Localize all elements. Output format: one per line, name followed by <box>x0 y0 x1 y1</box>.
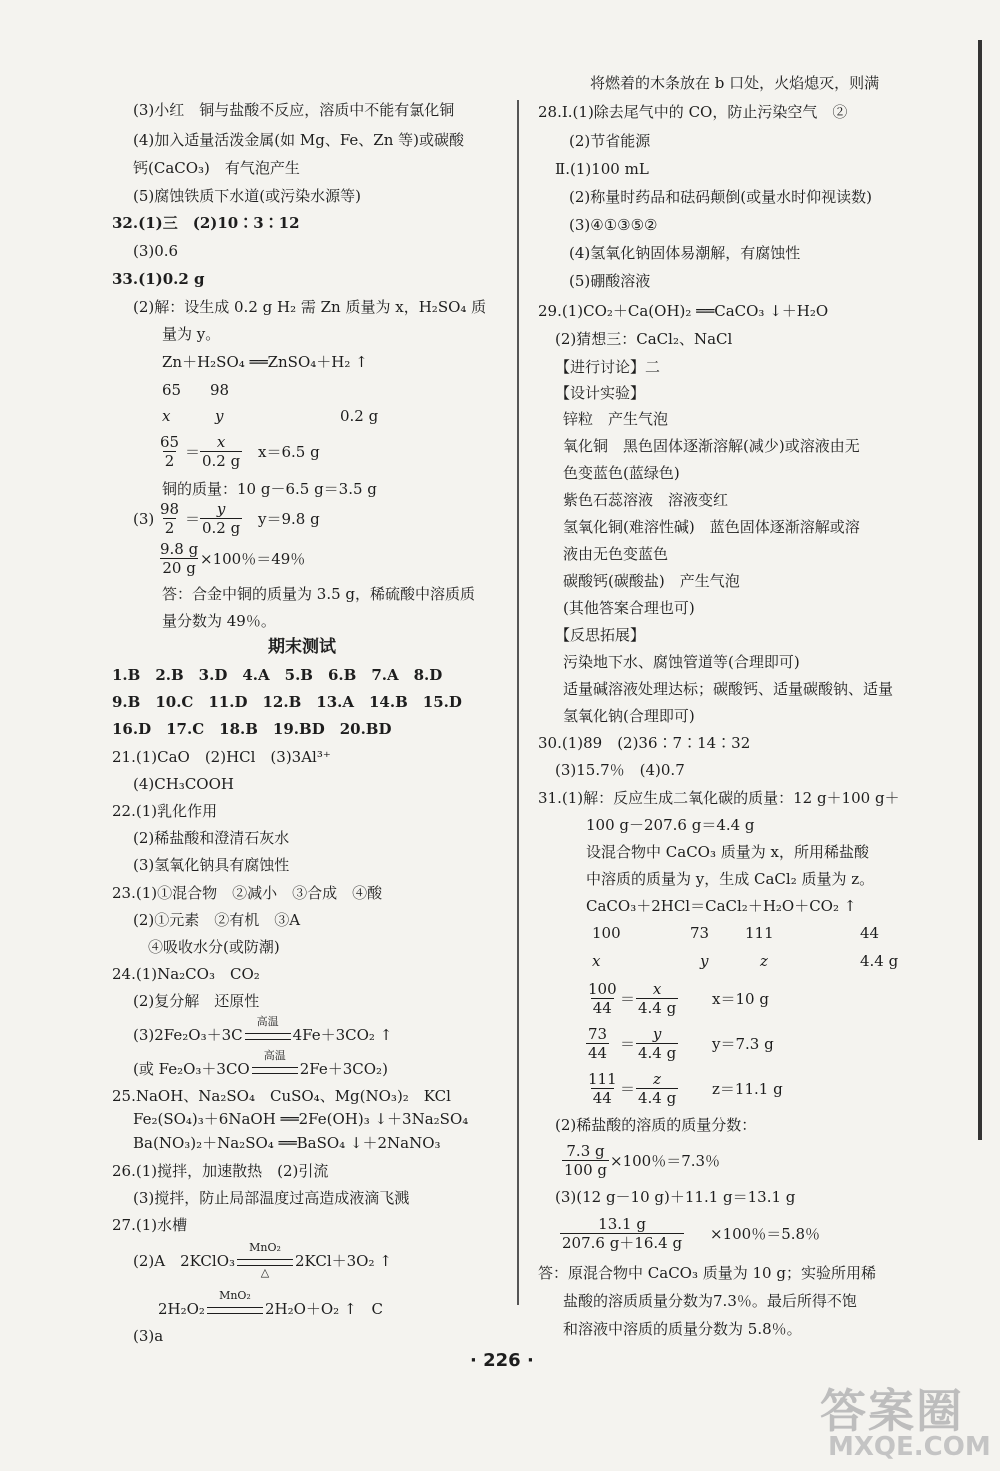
answer-line: 氢氧化钠(合理即可) <box>563 707 695 725</box>
multiple-choice-answers: 1.B 2.B 3.D 4.A 5.B 6.B 7.A 8.D <box>112 666 443 684</box>
denominator: 0.2 g <box>202 452 241 470</box>
watermark-url: MXQE.COM <box>828 1432 991 1462</box>
question-21: 21.(1)CaO (2)HCl (3)3Al³⁺ <box>112 748 331 766</box>
ratio-value: 4.4 g <box>860 952 899 970</box>
answer-line: 和溶液中溶质的质量分数为 5.8％。 <box>563 1320 802 1338</box>
question-32: 32.(1)三 (2)10∶3∶12 <box>112 214 300 232</box>
answer-line: 【反思拓展】 <box>555 626 646 644</box>
answer-line: (2)节省能源 <box>569 132 651 150</box>
ratio-value: y <box>700 952 709 970</box>
fraction <box>586 1070 619 1107</box>
equals: ＝ <box>185 510 201 528</box>
numerator: 65 <box>160 433 180 451</box>
equals: ＝ <box>620 1080 636 1098</box>
question-24: 24.(1)Na₂CO₃ CO₂ <box>112 965 260 983</box>
watermark-logo: 答案圈 <box>820 1384 964 1438</box>
multiple-choice-answers: 16.D 17.C 18.B 19.BD 20.BD <box>112 720 392 738</box>
answer-line: 钙(CaCO₃) 有气泡产生 <box>133 159 300 177</box>
reactants: (2)A 2KClO₃ <box>133 1252 236 1270</box>
answer-line: (3)④①③⑤② <box>569 216 658 234</box>
result: y＝7.3 g <box>712 1035 774 1053</box>
fraction <box>636 980 678 1017</box>
ratio-value: x <box>592 952 601 970</box>
answer-line: (2)稀盐酸和澄清石灰水 <box>133 829 290 847</box>
denominator: 44 <box>592 1089 612 1107</box>
question-23: 23.(1)①混合物 ②减小 ③合成 ④酸 <box>112 884 383 902</box>
page-number: · 226 · <box>470 1350 534 1371</box>
answer-line: 设混合物中 CaCO₃ 质量为 x，所用稀盐酸 <box>586 843 869 861</box>
reaction-sign <box>250 1049 300 1080</box>
reaction-sign <box>243 1015 293 1046</box>
answer-line: (5)腐蚀铁质下水道(或污染水源等) <box>133 187 361 205</box>
question-33: 33.(1)0.2 g <box>112 270 205 288</box>
equals: ＝ <box>185 443 201 461</box>
equals: ＝ <box>620 1035 636 1053</box>
result: x＝6.5 g <box>258 443 320 461</box>
result: z＝11.1 g <box>712 1080 783 1098</box>
answer-line: 液由无色变蓝色 <box>563 545 669 563</box>
numerator: x <box>652 980 662 998</box>
numerator: y <box>652 1025 662 1043</box>
answer-line: (2)复分解 还原性 <box>133 992 260 1010</box>
answer-line: 氧化铜 黑色固体逐渐溶解(减少)或溶液由无 <box>563 437 860 455</box>
answer-line: (3)氢氧化钠具有腐蚀性 <box>133 856 290 874</box>
numerator: 13.1 g <box>598 1215 646 1233</box>
answer-line: (3)小红 铜与盐酸不反应，溶质中不能有氯化铜 <box>133 101 455 119</box>
numerator: 7.3 g <box>566 1142 605 1160</box>
answer-line: (3) <box>133 510 155 528</box>
numerator: 111 <box>588 1070 617 1088</box>
denominator: 4.4 g <box>638 1089 677 1107</box>
reaction-sign <box>235 1241 295 1279</box>
numerator: z <box>653 1070 662 1088</box>
question-29: 29.(1)CO₂＋Ca(OH)₂ ══CaCO₃ ↓＋H₂O <box>538 302 829 320</box>
result: ×100％＝49％ <box>200 550 306 568</box>
chem-equation <box>158 1289 384 1320</box>
fraction <box>200 500 242 537</box>
question-22: 22.(1)乳化作用 <box>112 802 218 820</box>
binding-edge-bar <box>978 40 982 1140</box>
fraction <box>636 1025 678 1062</box>
denominator: 20 g <box>162 559 196 577</box>
result: ×100％＝5.8％ <box>710 1225 821 1243</box>
answer-line: (2)称量时药品和砝码颠倒(或量水时仰视读数) <box>569 188 872 206</box>
chem-equation <box>133 1015 393 1046</box>
ratio-value: 65 <box>162 381 182 399</box>
chem-equation <box>133 1241 392 1279</box>
fraction <box>158 500 181 537</box>
chem-equation: Fe₂(SO₄)₃＋6NaOH ══2Fe(OH)₃ ↓＋3Na₂SO₄ <box>133 1110 469 1128</box>
answer-line: (2)①元素 ②有机 ③A <box>133 911 301 929</box>
fraction <box>560 1215 684 1252</box>
denominator: 4.4 g <box>638 999 677 1017</box>
multiple-choice-answers: 9.B 10.C 11.D 12.B 13.A 14.B 15.D <box>112 693 462 711</box>
denominator: 2 <box>164 452 175 470</box>
answer-line: 【设计实验】 <box>555 384 646 402</box>
reaction-sign <box>205 1289 265 1320</box>
answer-line: 量为 y。 <box>162 325 221 343</box>
answer-line: 盐酸的溶质质量分数为7.3％。最后所得不饱 <box>563 1292 857 1310</box>
answer-line: 污染地下水、腐蚀管道等(合理即可) <box>563 653 800 671</box>
products: 2Fe＋3CO₂) <box>299 1060 388 1078</box>
question-28: 28.Ⅰ.(1)除去尾气中的 CO，防止污染空气 ② <box>538 103 848 121</box>
question-27: 27.(1)水槽 <box>112 1216 188 1234</box>
result: y＝9.8 g <box>258 510 320 528</box>
answer-line: (3)a <box>133 1327 164 1345</box>
answer-line: (其他答案合理也可) <box>563 599 695 617</box>
numerator: 9.8 g <box>160 540 199 558</box>
ratio-value: 73 <box>690 924 710 942</box>
reactants: 2H₂O₂ <box>158 1300 205 1318</box>
answer-line: 色变蓝色(蓝绿色) <box>563 464 680 482</box>
answer-line: Ⅱ.(1)100 mL <box>555 160 649 178</box>
numerator: 100 <box>588 980 617 998</box>
column-divider <box>517 100 519 1305</box>
denominator: 100 g <box>564 1161 608 1179</box>
ratio-value: z <box>760 952 768 970</box>
answer-line: 量分数为 49％。 <box>162 612 276 630</box>
answer-line: 紫色石蕊溶液 溶液变红 <box>563 491 729 509</box>
answer-line: 碳酸钙(碳酸盐) 产生气泡 <box>563 572 740 590</box>
answer-line: 【进行讨论】二 <box>555 358 661 376</box>
fraction <box>636 1070 678 1107</box>
ratio-value: 111 <box>745 924 774 942</box>
chem-equation <box>133 1049 388 1080</box>
products: 2KCl＋3O₂ ↑ <box>295 1252 392 1270</box>
heat-condition: △ <box>260 1266 270 1279</box>
question-26: 26.(1)搅拌，加速散热 (2)引流 <box>112 1162 329 1180</box>
fraction <box>562 1142 609 1179</box>
answer-line: (4)CH₃COOH <box>133 775 234 793</box>
denominator: 207.6 g＋16.4 g <box>562 1234 683 1252</box>
chem-equation: Ba(NO₃)₂＋Na₂SO₄ ══BaSO₄ ↓＋2NaNO₃ <box>133 1134 441 1152</box>
numerator: 98 <box>160 500 180 518</box>
answer-line: 将燃着的木条放在 b 口处，火焰熄灭，则满 <box>590 74 880 92</box>
numerator: 73 <box>588 1025 608 1043</box>
question-30: 30.(1)89 (2)36∶7∶14∶32 <box>538 734 751 752</box>
ratio-value: y <box>215 407 224 425</box>
chem-equation: CaCO₃＋2HCl＝CaCl₂＋H₂O＋CO₂ ↑ <box>586 897 857 915</box>
answer-line: 中溶质的质量为 y，生成 CaCl₂ 质量为 z。 <box>586 870 875 888</box>
chem-equation: Zn＋H₂SO₄ ══ZnSO₄＋H₂ ↑ <box>162 353 368 371</box>
answer-line: (2)猜想三：CaCl₂、NaCl <box>555 330 733 348</box>
answer-line: (3)搅拌，防止局部温度过高造成液滴飞溅 <box>133 1189 410 1207</box>
fraction <box>586 980 619 1017</box>
ratio-value: 44 <box>860 924 880 942</box>
ratio-value: 98 <box>210 381 230 399</box>
catalyst: MnO₂ <box>249 1241 281 1254</box>
reaction-condition: 高温 <box>256 1015 279 1028</box>
fraction <box>586 1025 609 1062</box>
answer-line: 答：合金中铜的质量为 3.5 g，稀硫酸中溶质质 <box>162 585 475 603</box>
equals: ＝ <box>620 990 636 1008</box>
reaction-condition: 高温 <box>263 1049 286 1062</box>
denominator: 2 <box>164 519 175 537</box>
answer-line: 锌粒 产生气泡 <box>563 410 669 428</box>
fraction <box>158 540 200 577</box>
answer-line: 答：原混合物中 CaCO₃ 质量为 10 g；实验所用稀 <box>538 1264 876 1282</box>
question-31: 31.(1)解：反应生成二氧化碳的质量：12 g＋100 g＋ <box>538 789 900 807</box>
answer-line: ④吸收水分(或防潮) <box>148 938 280 956</box>
answer-line: 适量碱溶液处理达标；碳酸钙、适量碳酸钠、适量 <box>563 680 894 698</box>
products: 2H₂O＋O₂ ↑ C <box>264 1300 384 1318</box>
answer-line: 氢氧化铜(难溶性碱) 蓝色固体逐渐溶解或溶 <box>563 518 860 536</box>
numerator: y <box>216 500 226 518</box>
numerator: x <box>216 433 226 451</box>
result: ×100％＝7.3％ <box>610 1152 721 1170</box>
answer-line: (3)15.7％ (4)0.7 <box>555 761 685 779</box>
denominator: 0.2 g <box>202 519 241 537</box>
denominator: 44 <box>588 1044 608 1062</box>
fraction <box>200 433 242 470</box>
ratio-value: 100 <box>592 924 621 942</box>
denominator: 4.4 g <box>638 1044 677 1062</box>
answer-line: (4)氢氧化钠固体易潮解，有腐蚀性 <box>569 244 801 262</box>
answer-line: (4)加入适量活泼金属(如 Mg、Fe、Zn 等)或碳酸 <box>133 131 464 149</box>
question-25: 25.NaOH、Na₂SO₄ CuSO₄、Mg(NO₃)₂ KCl <box>112 1087 451 1105</box>
denominator: 44 <box>592 999 612 1017</box>
ratio-value: 0.2 g <box>340 407 379 425</box>
answer-line: 铜的质量：10 g－6.5 g＝3.5 g <box>162 480 377 498</box>
section-title: 期末测试 <box>268 637 336 657</box>
reactants: (3)2Fe₂O₃＋3C <box>133 1026 243 1044</box>
catalyst: MnO₂ <box>219 1289 251 1302</box>
answer-line: (3)0.6 <box>133 242 179 260</box>
answer-line: (2)解：设生成 0.2 g H₂ 需 Zn 质量为 x，H₂SO₄ 质 <box>133 298 487 316</box>
ratio-value: x <box>162 407 171 425</box>
answer-line: (2)稀盐酸的溶质的质量分数： <box>555 1116 757 1134</box>
answer-line: (3)(12 g－10 g)＋11.1 g＝13.1 g <box>555 1188 796 1206</box>
answer-line: (5)硼酸溶液 <box>569 272 651 290</box>
answer-line: 100 g－207.6 g＝4.4 g <box>586 816 755 834</box>
reactants: (或 Fe₂O₃＋3CO <box>133 1060 250 1078</box>
fraction <box>158 433 181 470</box>
products: 4Fe＋3CO₂ ↑ <box>292 1026 393 1044</box>
result: x＝10 g <box>712 990 769 1008</box>
